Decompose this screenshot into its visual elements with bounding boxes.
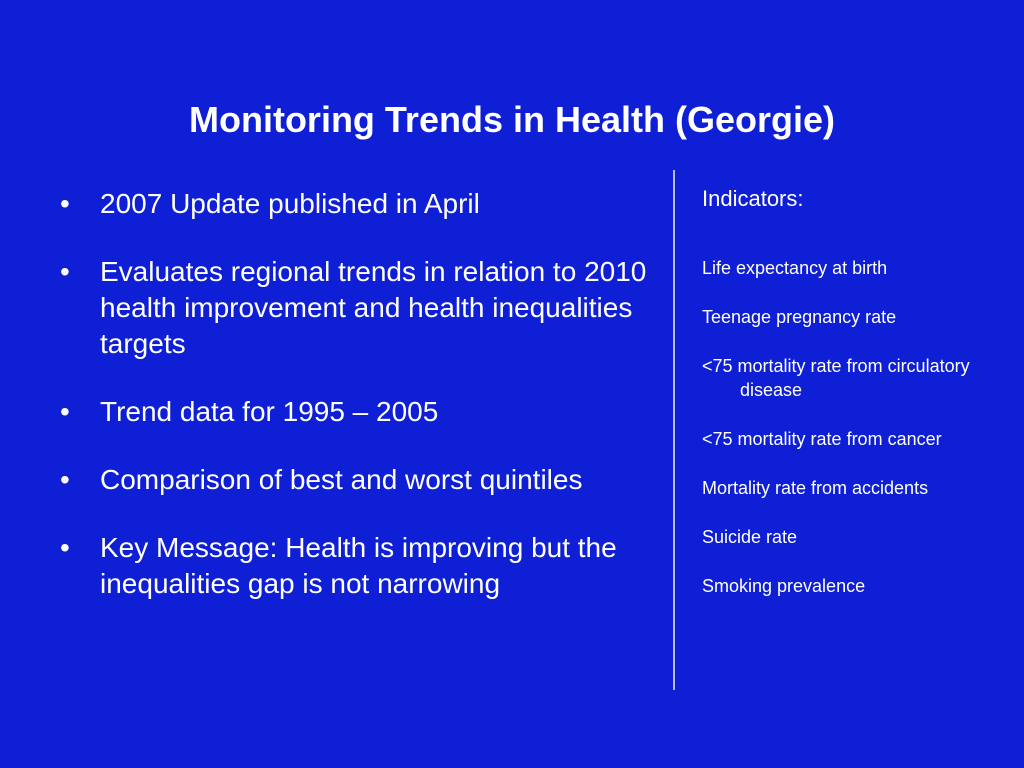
bullet-marker: • <box>60 396 70 427</box>
indicator-item: Mortality rate from accidents <box>702 478 929 498</box>
bullet-text: Key Message: Health is improving but the inequalities gap is not narrowing <box>100 532 617 599</box>
bullet-item <box>60 530 660 602</box>
slide-title: Monitoring Trends in Health (Georgie) <box>188 99 835 141</box>
bullet-marker: • <box>60 256 70 287</box>
indicator-item: Life expectancy at birth <box>702 258 888 278</box>
bullet-text: Comparison of best and worst quintiles <box>100 464 583 495</box>
bullet-item <box>60 254 660 362</box>
bullet-item <box>60 186 660 222</box>
bullet-text: Trend data for 1995 – 2005 <box>100 396 439 427</box>
indicator-item: Suicide rate <box>702 527 798 547</box>
bullet-item <box>60 394 660 430</box>
indicator-item: <75 mortality rate from cancer <box>702 429 942 449</box>
indicator-item: Teenage pregnancy rate <box>702 307 897 327</box>
indicators-panel <box>702 184 1002 623</box>
indicator-item: <75 mortality rate from circulatory disease <box>702 356 970 400</box>
bullet-text: 2007 Update published in April <box>100 188 480 219</box>
bullet-marker: • <box>60 532 70 563</box>
bullet-list <box>60 186 660 634</box>
bullet-text: Evaluates regional trends in relation to 2010 health improvement and health inequalities targets <box>100 256 647 359</box>
indicator-item: Smoking prevalence <box>702 576 866 596</box>
indicator-list <box>702 256 1002 598</box>
bullet-marker: • <box>60 464 70 495</box>
indicators-heading: Indicators: <box>702 186 804 211</box>
bullet-marker: • <box>60 188 70 219</box>
column-divider <box>673 170 675 690</box>
bullet-item <box>60 462 660 498</box>
